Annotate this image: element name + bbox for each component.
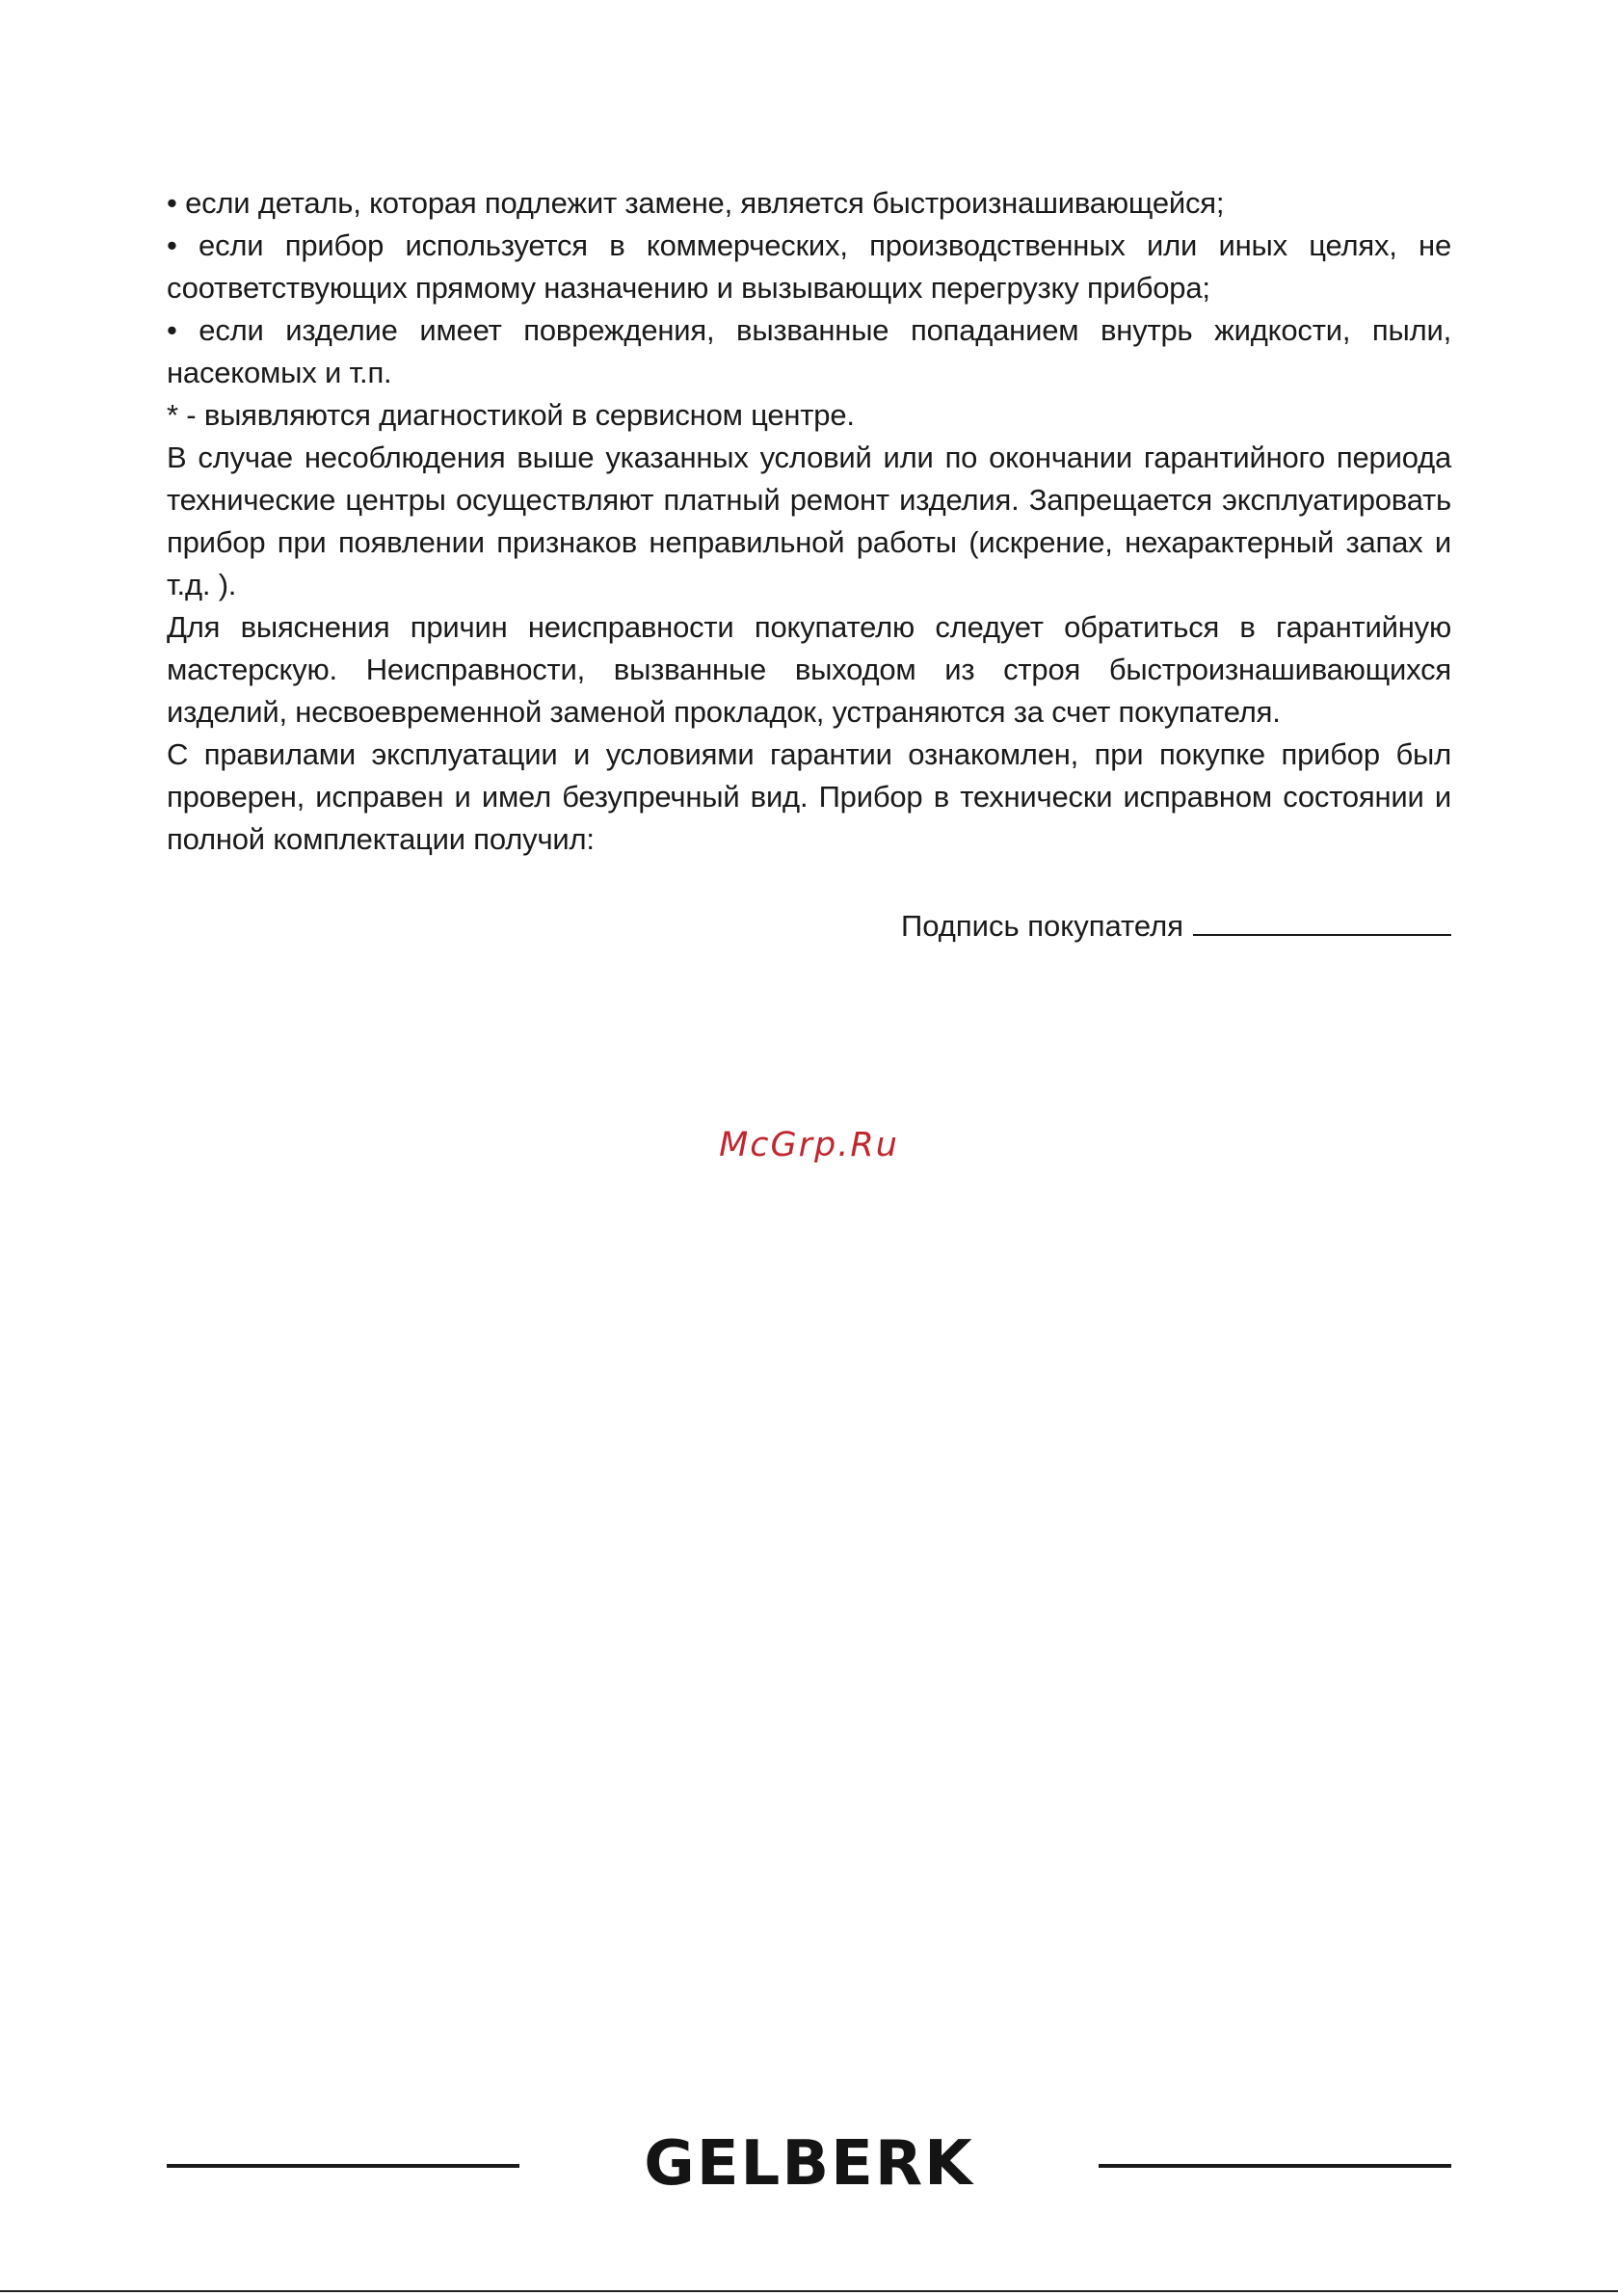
paragraph-diagnostics-note: * - выявляются диагностикой в сервисном центре.	[167, 398, 855, 432]
footer	[167, 2130, 1451, 2198]
brand-logo: GELBERK	[644, 2128, 974, 2200]
footer-rule-right	[1099, 2164, 1451, 2168]
paragraph-acknowledgement: С правилами эксплуатации и условиями гарантии ознакомлен, при покупке прибор был проверен, исправен и имел безупречный вид. Прибор в технически исправном состоянии и полной комплектации получил:	[167, 737, 1451, 856]
paragraph-wear-parts: • если деталь, которая подлежит замене, является быстроизнашивающейся;	[167, 186, 1225, 220]
warranty-conditions-text	[167, 182, 1451, 861]
paragraph-commercial-use: • если прибор используется в коммерческих, производственных или иных целях, не соответствующих прямому назначению и вызывающих перегрузку прибора;	[167, 228, 1451, 305]
page-bottom-rule	[0, 2290, 1618, 2292]
buyer-signature	[901, 905, 1451, 948]
watermark: McGrp.Ru	[719, 1126, 899, 1164]
paragraph-damage: • если изделие имеет повреждения, вызванные попаданием внутрь жидкости, пыли, насекомых и т.п.	[167, 313, 1451, 389]
paragraph-paid-repair: В случае несоблюдения выше указанных условий или по окончании гарантийного периода технические центры осуществляют платный ремонт изделия. Запрещается эксплуатировать прибор при появлении признаков неправильной работы (искрение, нехарактерный запах и т.д. ).	[167, 441, 1451, 601]
footer-rule-left	[167, 2164, 519, 2168]
paragraph-malfunction-causes: Для выяснения причин неисправности покупателю следует обратиться в гарантийную мастерскую. Неисправности, вызванные выходом из строя быстроизнашивающихся изделий, несвоевременной заменой прокладок, устраняются за счет покупателя.	[167, 610, 1451, 729]
signature-line	[1193, 905, 1451, 936]
signature-label: Подпись покупателя	[900, 909, 1183, 943]
